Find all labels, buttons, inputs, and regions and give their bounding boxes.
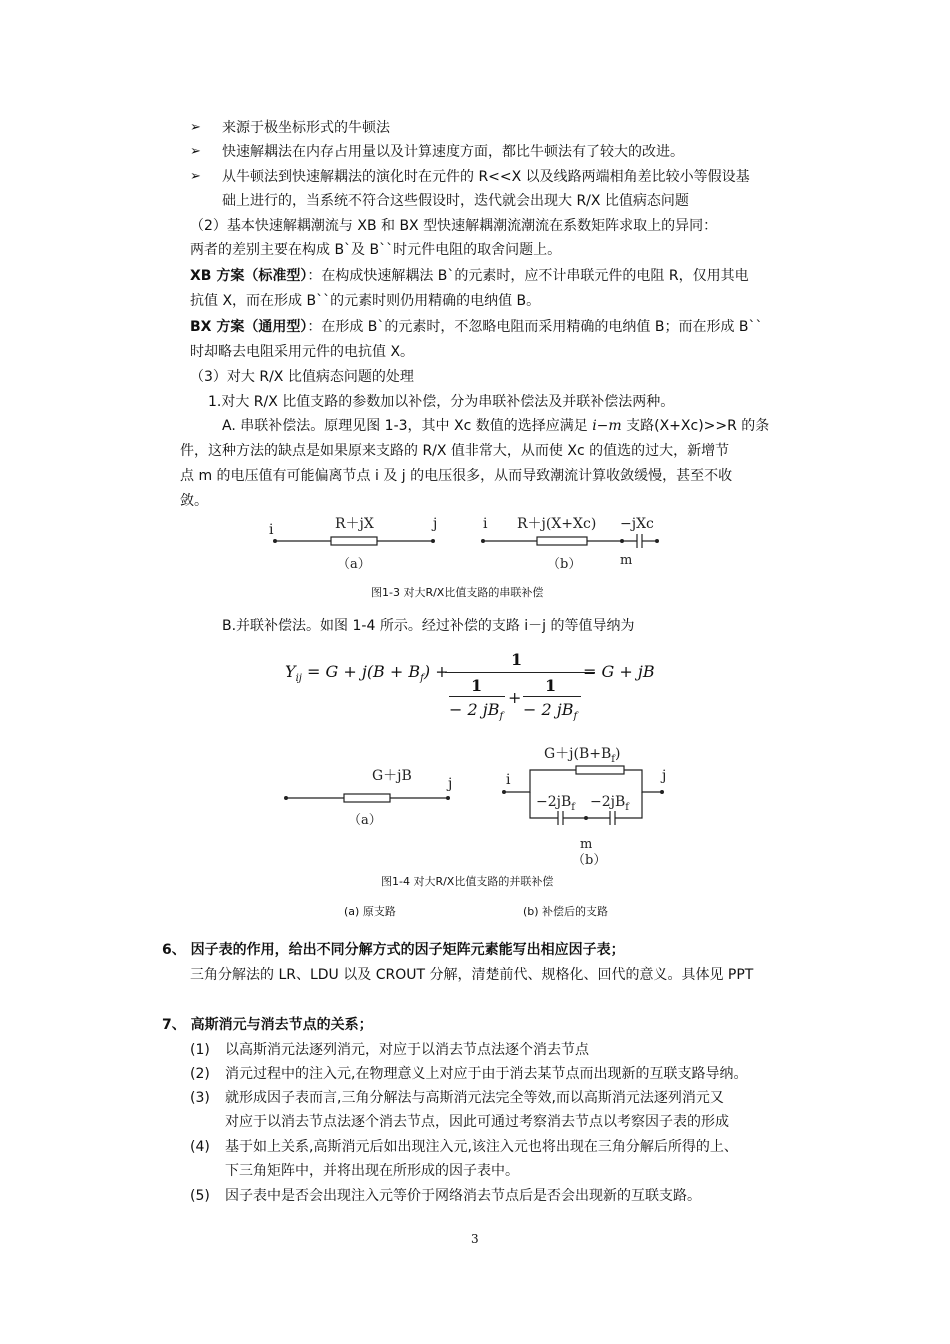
capacitor-label: $-2jB_f$ (590, 794, 629, 813)
figure-1-4-caption: 图1-4 对大R/X比值支路的并联补偿 (381, 875, 554, 888)
q6-heading: 6、 因子表的作用，给出不同分解方式的因子矩阵元素能写出相应因子表； (162, 942, 625, 958)
q7-item-text-continuation: 对应于以消去节点法逐个消去节点，因此可通过考察消去节点以考察因子表的形成 (225, 1114, 729, 1130)
node-i-label: i (506, 772, 511, 788)
q7-item-num: (5) (190, 1188, 210, 1204)
wire (504, 770, 576, 792)
sub-fraction-bar (523, 696, 581, 697)
q7-item-text: 以高斯消元法逐列消元，对应于以消去节点法逐个消去节点 (225, 1042, 589, 1058)
q7-item-num: (1) (190, 1042, 210, 1058)
subfraction-num: 1 (471, 676, 483, 695)
q7-item-num: (2) (190, 1066, 210, 1082)
q7-item-text: 消元过程中的注入元,在物理意义上对应于由于消去某节点而出现新的互联支路导纳。 (225, 1066, 748, 1082)
sub-fraction-bar (449, 696, 505, 697)
node-dot (655, 539, 659, 543)
sub-label-a: （a） (348, 813, 382, 828)
node-dot (660, 790, 664, 794)
node-dot (284, 796, 288, 800)
q6-body: 三角分解法的 LR、LDU 以及 CROUT 分解，清楚前代、规格化、回代的意义。具体见 PPT (190, 967, 754, 983)
formula-rhs: = G + jB (583, 662, 655, 681)
bx-paragraph: BX 方案（通用型）：在形成 B`的元素时，不忽略电阻而采用精确的电纳值 B；而在形成 B`` (190, 319, 763, 335)
q7-item-text: 因子表中是否会出现注入元等价于网络消去节点后是否会出现新的互联支路。 (225, 1188, 701, 1204)
section2-summary: 两者的差别主要在构成 B`及 B``时元件电阻的取舍问题上。 (190, 242, 562, 258)
sub-label-b: （b） (572, 853, 607, 868)
q7-item-num: (4) (190, 1139, 210, 1155)
bullet-text: 来源于极坐标形式的牛顿法 (222, 120, 390, 136)
impedance-box (537, 537, 587, 545)
impedance-box (344, 794, 390, 802)
series-comp-line4: 敛。 (180, 493, 208, 509)
bullet-marker: ➢ (190, 120, 201, 135)
figure-1-3-caption: 图1-3 对大R/X比值支路的串联补偿 (371, 586, 544, 599)
node-j-label: j (448, 776, 453, 792)
bullet-text: 快速解耦法在内存占用量以及计算速度方面，都比牛顿法有了较大的改进。 (222, 144, 684, 160)
formula-lhs: $Y_{ij}$ (285, 662, 302, 685)
sub-caption-b: (b) 补偿后的支路 (523, 905, 609, 918)
series-comp-line2: 件，这种方法的缺点是如果原来支路的 R/X 值非常大，从而使 Xc 的值选的过大，新增节 (180, 443, 730, 459)
sub-label-b: （b） (547, 557, 582, 572)
series-comp-line1: A. 串联补偿法。原理见图 1-3，其中 Xc 数值的选择应满足 i−m 支路(X+Xc)>>R 的条 (222, 418, 770, 434)
node-j-label: j (433, 516, 438, 532)
parallel-comp-line: B.并联补偿法。如图 1-4 所示。经过补偿的支路 i－j 的等值导纳为 (222, 618, 635, 634)
subfraction-den: − 2 $jB_f$ (523, 700, 578, 723)
node-dot (502, 790, 506, 794)
figure-1-4 (280, 740, 700, 870)
q7-item-text-continuation: 下三角矩阵中，并将出现在所形成的因子表中。 (225, 1163, 519, 1179)
subfraction-den: − 2 $jB_f$ (449, 700, 504, 723)
branch-label-a: G＋jB (372, 768, 412, 784)
capacitor-label: $-2jB_f$ (536, 794, 575, 813)
plus-sign: + (508, 688, 522, 707)
main-fraction-bar (445, 672, 595, 673)
q7-item-num: (3) (190, 1090, 210, 1106)
wire (624, 770, 662, 792)
xb-paragraph: XB 方案（标准型）：在构成快速解耦法 B`的元素时，应不计串联元件的电阻 R，仅用其电 (190, 268, 749, 284)
q7-item-text: 基于如上关系,高斯消元后如出现注入元,该注入元也将出现在三角分解后所得的上、 (225, 1139, 738, 1155)
node-m-label: m (620, 553, 633, 568)
capacitor-label: −jXc (620, 516, 654, 532)
branch-label-b: R＋j(X+Xc) (517, 516, 597, 532)
bullet-marker: ➢ (190, 144, 201, 159)
node-m-label: m (580, 837, 593, 852)
node-dot (273, 539, 277, 543)
q7-heading: 7、 高斯消元与消去节点的关系； (162, 1017, 373, 1033)
node-j-label: j (662, 768, 667, 784)
node-dot (481, 539, 485, 543)
node-dot (431, 539, 435, 543)
bullet-marker: ➢ (190, 169, 201, 184)
admittance-formula (283, 650, 683, 730)
section3-heading: （3）对大 R/X 比值病态问题的处理 (190, 369, 414, 385)
formula-part: = $G + j(B + B_f)$ + (307, 662, 449, 685)
series-comp-line3: 点 m 的电压值有可能偏离节点 i 及 j 的电压很多，从而导致潮流计算收敛缓慢，甚至不收 (180, 468, 733, 484)
bx-label: BX 方案（通用型） (190, 319, 308, 335)
section3-item1: 1.对大 R/X 比值支路的参数加以补偿，分为串联补偿法及并联补偿法两种。 (208, 394, 675, 410)
node-dot (584, 816, 588, 820)
sub-caption-a: (a) 原支路 (344, 905, 396, 918)
node-i-label: i (269, 522, 274, 538)
formula-numerator: 1 (511, 650, 523, 669)
node-dot (446, 796, 450, 800)
page-number: 3 (471, 1232, 479, 1246)
xb-label: XB 方案（标准型） (190, 268, 308, 284)
bullet-text: 从牛顿法到快速解耦法的演化时在元件的 R<<X 以及线路两端相角差比较小等假设基 (222, 169, 750, 185)
figure-1-3 (255, 508, 675, 588)
bullet-text-continuation: 础上进行的，当系统不符合这些假设时，迭代就会出现大 R/X 比值病态问题 (222, 193, 689, 209)
bx-paragraph-line2: 时却略去电阻采用元件的电抗值 X。 (190, 344, 415, 360)
section2-heading: （2）基本快速解耦潮流与 XB 和 BX 型快速解耦潮流潮流在系数矩阵求取上的异同： (190, 218, 718, 234)
branch-label-b: $G+j(B+B_f)$ (544, 746, 621, 765)
subfraction-num: 1 (545, 676, 557, 695)
branch-label-a: R＋jX (335, 516, 374, 532)
impedance-box (576, 766, 624, 774)
q7-item-text: 就形成因子表而言,三角分解法与高斯消元法完全等效,而以高斯消元法逐列消元又 (225, 1090, 724, 1106)
impedance-box (331, 537, 377, 545)
node-i-label: i (483, 516, 488, 532)
xb-paragraph-line2: 抗值 X，而在形成 B``的元素时则仍用精确的电纳值 B。 (190, 293, 541, 309)
sub-label-a: （a） (337, 557, 371, 572)
node-dot (620, 539, 624, 543)
